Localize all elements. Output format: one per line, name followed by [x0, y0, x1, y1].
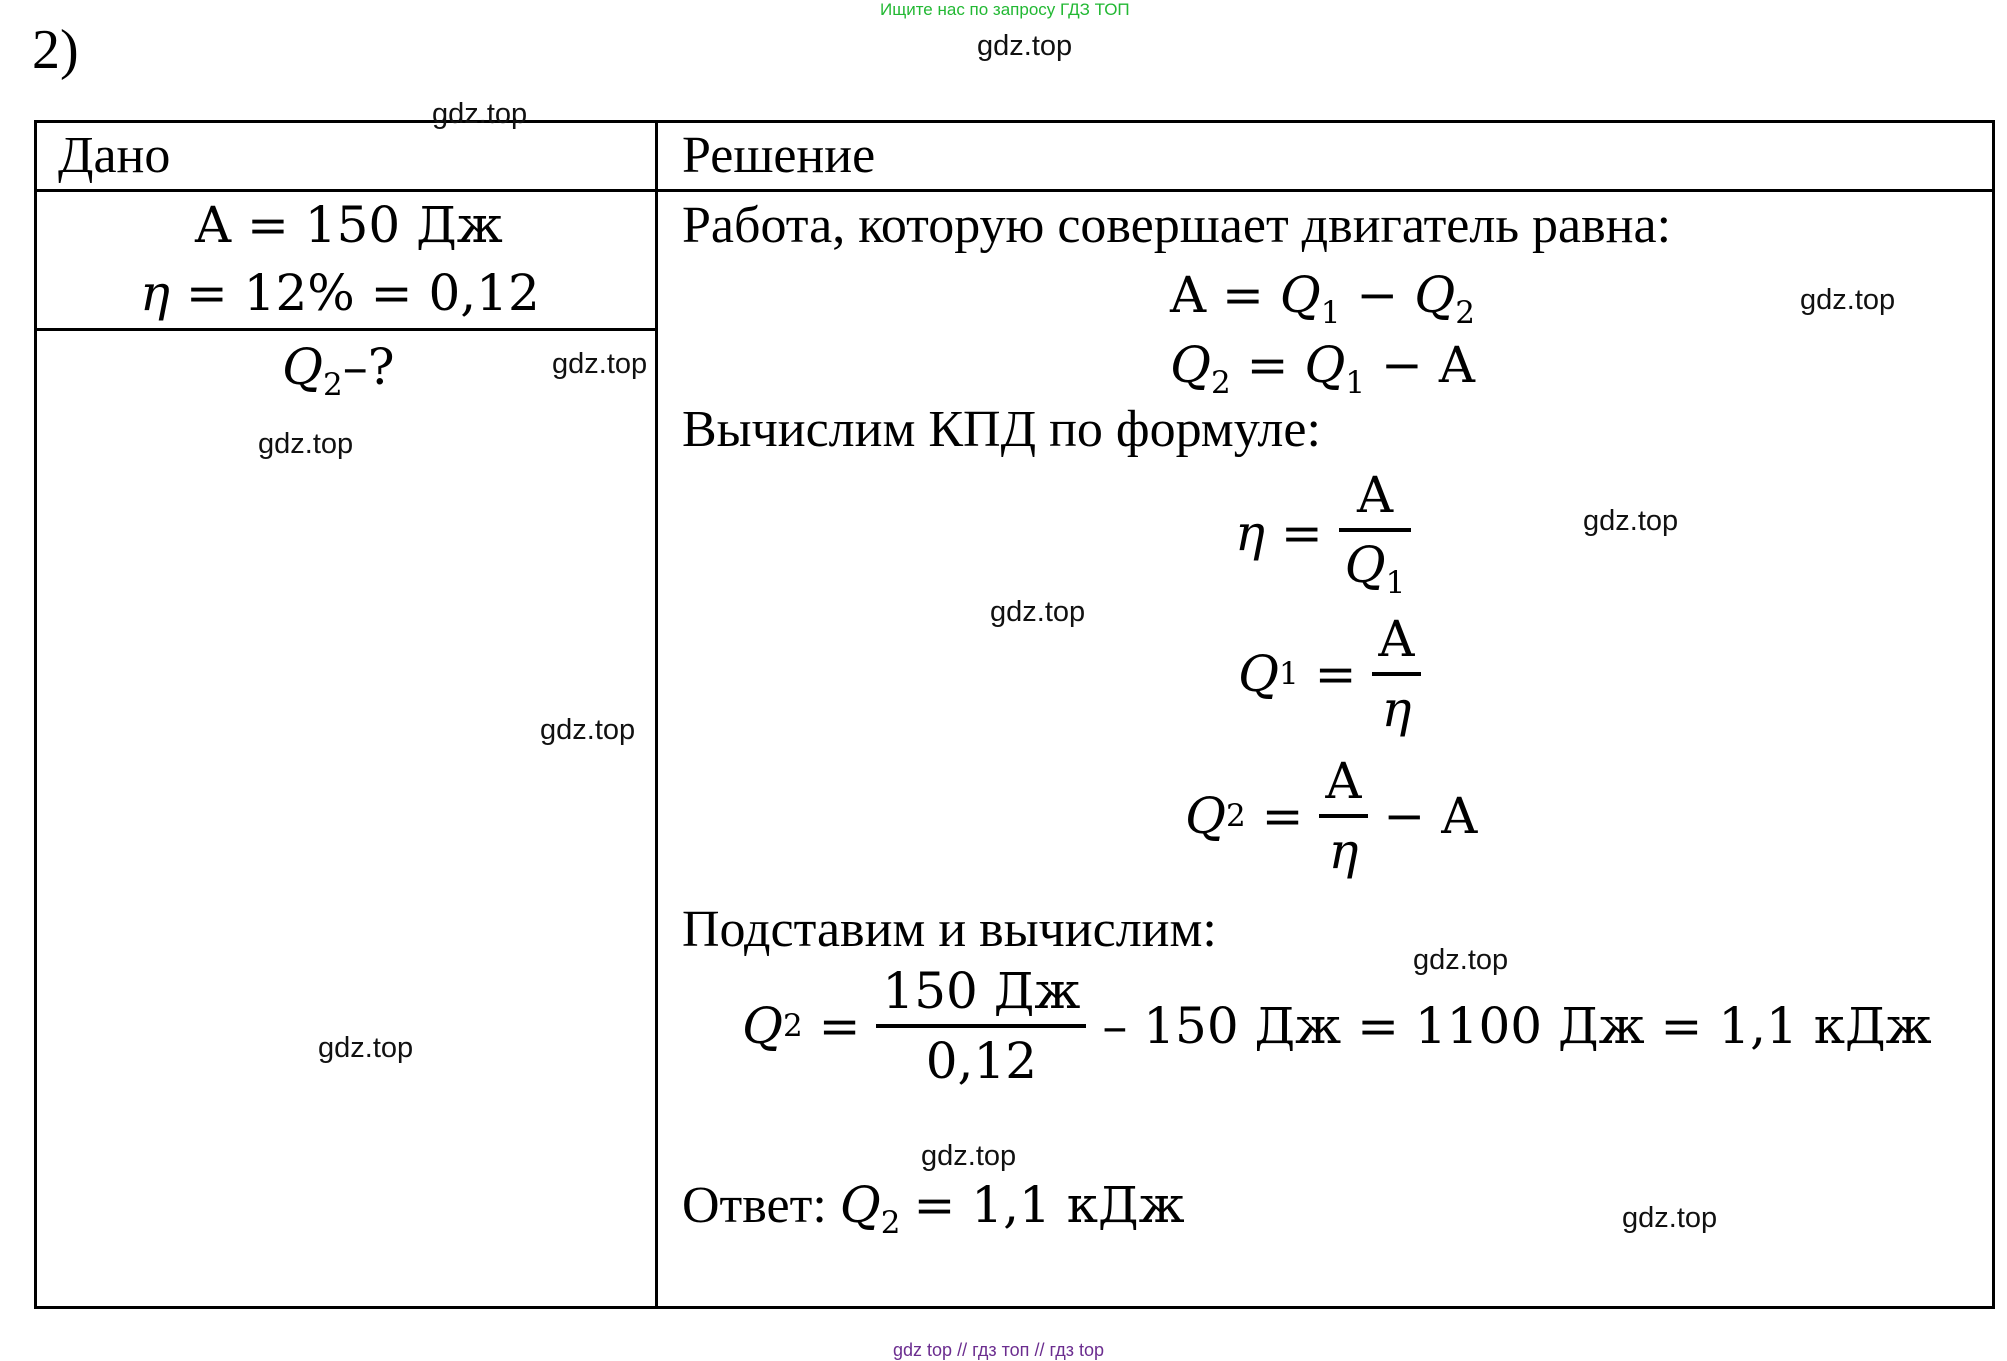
watermark: gdz.top	[1413, 944, 1509, 976]
solution-intro: Работа, которую совершает двигатель равна:	[682, 197, 1672, 254]
fraction-a-over-eta: $\frac{A}{\eta}$	[1372, 610, 1420, 738]
table-header-divider	[34, 189, 1995, 192]
watermark: gdz.top	[318, 1032, 414, 1064]
formula-q2: $Q_2 = Q_1 - A$	[1170, 336, 1475, 401]
watermark: gdz.top	[552, 348, 648, 380]
given-header: Дано	[58, 127, 171, 184]
given-efficiency: η = 12% = 0,12	[140, 264, 540, 322]
promo-text: Ищите нас по запросу ГДЗ ТОП	[880, 0, 1130, 19]
formula-work: $A = Q_1 - Q_2$	[1170, 266, 1475, 331]
given-unknown-divider	[34, 328, 657, 331]
fraction-a-over-q1: $\frac{A}{Q_1}$	[1339, 466, 1412, 601]
table-column-divider	[655, 120, 658, 1309]
footer-link-gdz-top[interactable]: gdz top	[893, 1340, 953, 1360]
formula-efficiency: η = $\frac{A}{Q_1}$	[1235, 466, 1411, 601]
given-efficiency-value: 12% = 0,12	[243, 264, 540, 322]
calc-tail: – 150 Дж = 1100 Дж = 1,1 кДж	[1102, 997, 1932, 1055]
footer-separator: //	[1034, 1340, 1045, 1360]
watermark: gdz.top	[432, 98, 528, 130]
watermark-top: gdz.top	[977, 30, 1073, 62]
given-unknown: $Q_2-$?	[282, 338, 395, 403]
formula-q2-derived: Q 2 = $\frac{A}{\eta}$ − A	[1185, 752, 1478, 880]
watermark: gdz.top	[921, 1140, 1017, 1172]
given-work-value: 150 Дж	[304, 196, 503, 254]
footer-link-gdz-top-ru[interactable]: гдз топ	[972, 1340, 1030, 1360]
watermark: gdz.top	[1583, 505, 1679, 537]
solution-header: Решение	[682, 127, 876, 184]
calc-denominator: 0,12	[925, 1032, 1038, 1090]
watermark: gdz.top	[990, 596, 1086, 628]
final-calculation: Q 2 = $\frac{150 Дж}{0,12}$ – 150 Дж = 1100 Дж = 1,1 кДж	[742, 962, 1932, 1090]
fraction-a-over-eta-2: $\frac{A}{\eta}$	[1319, 752, 1367, 880]
answer-value: = 1,1 кДж	[913, 1176, 1185, 1234]
footer-separator: //	[957, 1340, 968, 1360]
substitute-text: Подставим и вычислим:	[682, 901, 1217, 958]
watermark: gdz.top	[1800, 284, 1896, 316]
footer-link-gdz-top-mixed[interactable]: гдз top	[1049, 1340, 1105, 1360]
calc-numerator: 150 Дж	[882, 962, 1081, 1020]
fraction-calculation	[876, 962, 1086, 1090]
formula-q1: Q 1 = $\frac{A}{\eta}$	[1238, 610, 1421, 738]
given-unknown-suffix: –?	[342, 338, 395, 396]
watermark: gdz.top	[540, 714, 636, 746]
problem-number: 2)	[32, 19, 79, 81]
given-work: A = 150 Дж	[195, 196, 503, 254]
answer-line: Ответ: $Q_2 = 1,1$ кДж	[682, 1176, 1185, 1241]
watermark: gdz.top	[1622, 1202, 1718, 1234]
kpd-text: Вычислим КПД по формуле:	[682, 401, 1321, 458]
watermark: gdz.top	[258, 428, 354, 460]
footer-links	[893, 1340, 1104, 1361]
answer-label: Ответ:	[682, 1177, 827, 1234]
